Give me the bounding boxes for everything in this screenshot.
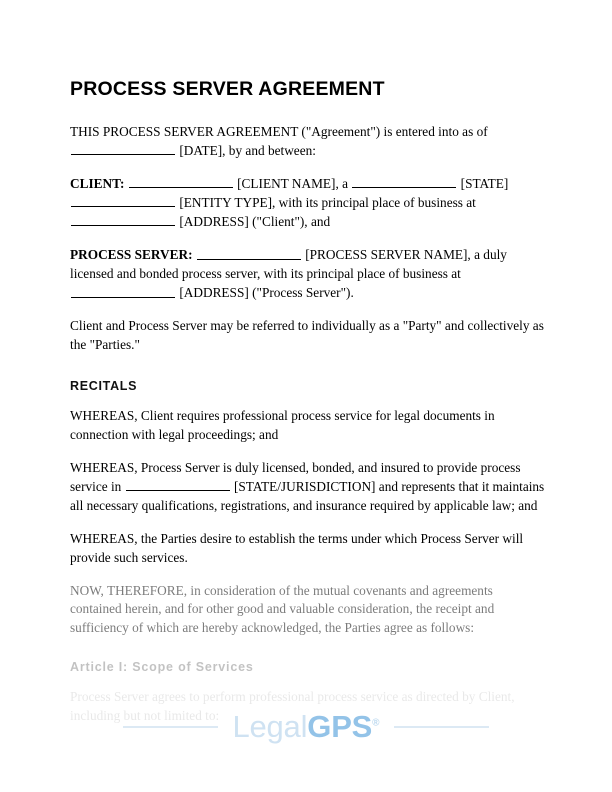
- client-segment-1: [CLIENT NAME], a: [237, 176, 349, 192]
- blank-jurisdiction-field[interactable]: [126, 478, 230, 491]
- footer-rule-left: [123, 726, 218, 728]
- document-body: [70, 78, 546, 740]
- whereas-2-segment-2: [STATE/JURISDICTION] and represents that it maintains all necessary qualifications, registrations, and insurance required by applicable law; and: [70, 479, 545, 513]
- now-therefore-paragraph: NOW, THEREFORE, in consideration of the mutual covenants and agreements contained herein, and for other good and valuable consideration, the receipt and sufficiency of which are hereby acknowledged, the Parties agree as follows:: [70, 582, 495, 636]
- recitals-heading: RECITALS: [70, 379, 138, 394]
- registered-trademark-icon: ®: [372, 717, 380, 729]
- process-server-segment-1: [PROCESS SERVER NAME], a duly licensed and bonded process server, with its principal place of business at: [70, 247, 507, 282]
- blank-client-address-field[interactable]: [71, 213, 175, 226]
- client-segment-2: [STATE]: [460, 176, 509, 192]
- footer-brand: [0, 700, 612, 754]
- page-title: PROCESS SERVER AGREEMENT: [70, 78, 385, 100]
- logo-text-gps: GPS: [307, 708, 373, 744]
- client-segment-4: [ADDRESS] ("Client"), and: [179, 214, 331, 230]
- blank-client-state-field[interactable]: [352, 175, 456, 188]
- blank-client-name-field[interactable]: [129, 175, 233, 188]
- intro-line-a: THIS PROCESS SERVER AGREEMENT ("Agreement") is entered into as of: [70, 124, 488, 139]
- intro-paragraph: [70, 123, 546, 161]
- process-server-paragraph: [70, 246, 546, 303]
- blank-process-server-name-field[interactable]: [197, 246, 301, 259]
- process-server-label: PROCESS SERVER:: [70, 247, 193, 263]
- blank-client-entity-field[interactable]: [71, 194, 175, 207]
- whereas-paragraph-2: [70, 459, 546, 516]
- client-paragraph: [70, 175, 546, 232]
- client-label: CLIENT:: [70, 176, 125, 192]
- footer-rule-right: [394, 726, 489, 728]
- logo-text-legal: Legal: [232, 708, 308, 744]
- article-one-paragraph: Process Server agrees to perform professional process service as directed by Client, including but not limited to:: [70, 689, 515, 724]
- process-server-segment-2: [ADDRESS] ("Process Server").: [179, 285, 354, 301]
- client-segment-3: [ENTITY TYPE], with its principal place of business at: [179, 195, 476, 211]
- blank-process-server-address-field[interactable]: [71, 284, 175, 297]
- parties-paragraph: Client and Process Server may be referred to individually as a "Party" and collectively as the "Parties.": [70, 318, 544, 353]
- whereas-paragraph-3: WHEREAS, the Parties desire to establish the terms under which Process Server will provide such services.: [70, 530, 524, 565]
- legalgps-logo: [232, 708, 380, 744]
- intro-line-b: [DATE], by and between:: [179, 143, 316, 159]
- article-one-heading: Article I: Scope of Services: [70, 660, 254, 675]
- blank-date-field[interactable]: [71, 142, 175, 155]
- whereas-2-segment-1: WHEREAS, Process Server is duly licensed, bonded, and insured to provide process service in: [70, 459, 521, 495]
- whereas-paragraph-1: WHEREAS, Client requires professional process service for legal documents in connection with legal proceedings; and: [70, 408, 495, 443]
